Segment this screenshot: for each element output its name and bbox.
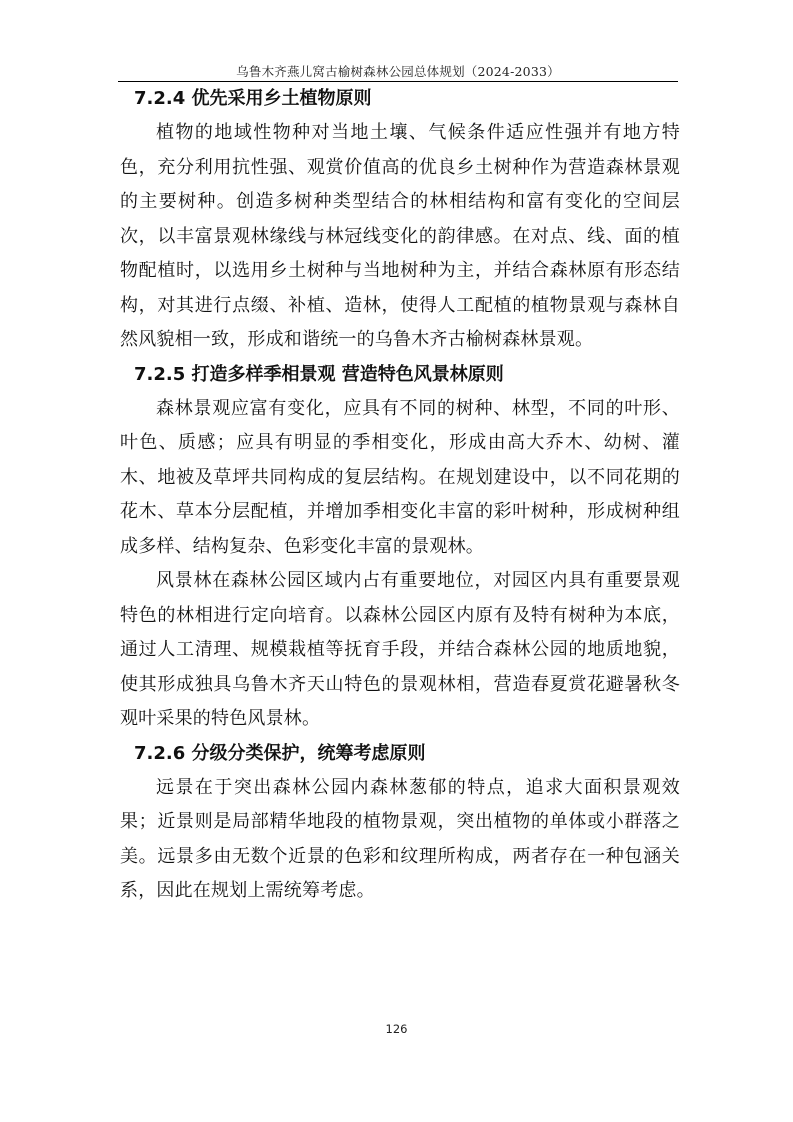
section-heading: 7.2.6 分级分类保护，统筹考虑原则: [134, 742, 426, 764]
main-content: [120, 82, 680, 909]
paragraph: 风景林在森林公园区域内占有重要地位，对园区内具有重要景观特色的林相进行定向培育。以森林公园区内原有及特有树种为本底，通过人工清理、规模栽植等抚育手段，并结合森林公园的地质地貌，使其形成独具乌鲁木齐天山特色的景观林相，营造春夏赏花避暑秋冬观叶采果的特色风景林。: [120, 570, 680, 729]
section-heading: 7.2.5 打造多样季相景观 营造特色风景林原则: [134, 363, 504, 385]
page-header: 乌鲁木齐燕儿窝古榆树森林公园总体规划（2024-2033）: [236, 64, 560, 79]
section-7-2-4: [120, 82, 680, 358]
paragraph: 远景在于突出森林公园内森林葱郁的特点，追求大面积景观效果；近景则是局部精华地段的植物景观，突出植物的单体或小群落之美。远景多由无数个近景的色彩和纹理所构成，两者存在一种包涵关系，因此在规划上需统筹考虑。: [120, 776, 680, 901]
section-heading: 7.2.4 优先采用乡土植物原则: [134, 88, 372, 109]
paragraph: 森林景观应富有变化，应具有不同的树种、林型，不同的叶形、叶色、质感；应具有明显的季相变化，形成由高大乔木、幼树、灌木、地被及草坪共同构成的复层结构。在规划建设中，以不同花期的花木、草本分层配植，并增加季相变化丰富的彩叶树种，形成树种组成多样、结构复杂、色彩变化丰富的景观林。: [120, 397, 680, 557]
paragraph: 植物的地域性物种对当地土壤、气候条件适应性强并有地方特色，充分利用抗性强、观赏价值高的优良乡土树种作为营造森林景观的主要树种。创造多树种类型结合的林相结构和富有变化的空间层次，以丰富景观林缘线与林冠线变化的韵律感。在对点、线、面的植物配植时，以选用乡土树种与当地树种为主，并结合森林原有形态结构，对其进行点缀、补植、造林，使得人工配植的植物景观与森林自然风貌相一致，形成和谐统一的乌鲁木齐古榆树森林景观。: [120, 122, 680, 350]
section-7-2-6: [120, 737, 680, 909]
page-number: 126: [385, 1022, 408, 1036]
section-7-2-5: [120, 358, 680, 737]
